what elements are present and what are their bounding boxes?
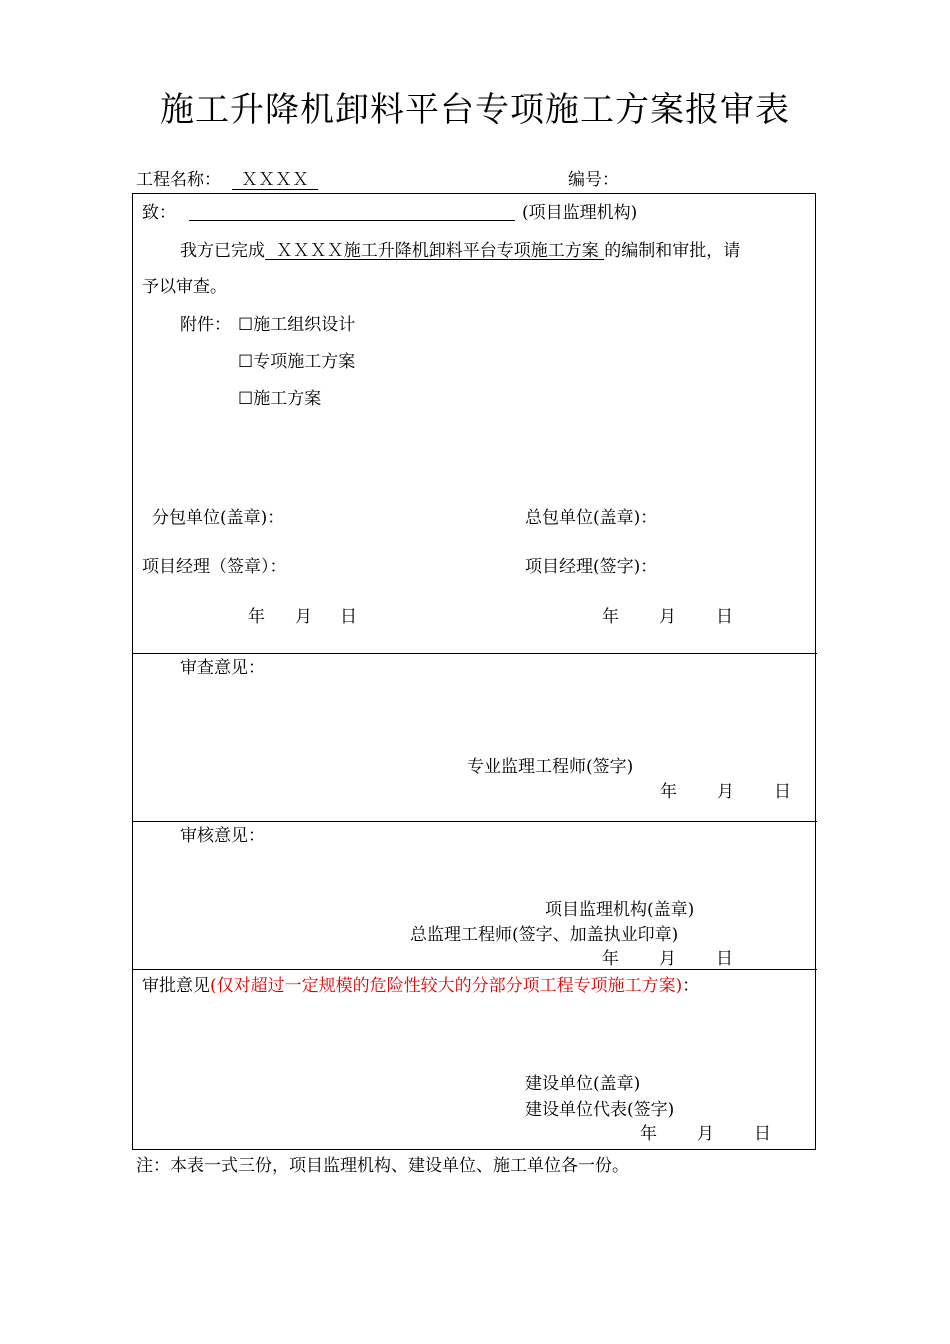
general-contractor-label: 总包单位(盖章)： [525,508,658,528]
divider-1 [132,653,817,654]
date-month: 月 [717,782,734,802]
attachment-construction-org-design[interactable] [238,314,355,336]
to-recipient-field[interactable] [189,220,515,221]
date-year: 年 [640,1124,657,1144]
date-day: 日 [716,949,733,969]
date-left [248,606,357,628]
project-name-label: 工程名称： [136,170,221,190]
supervising-engineer-signature: 专业监理工程师(签字) [467,757,634,777]
body-plan-name: ＸＸＸＸ施工升降机卸料平台专项施工方案 [275,241,599,261]
subcontractor-label: 分包单位(盖章)： [152,508,285,528]
project-name-underline [232,189,318,190]
date-section-4 [640,1123,771,1145]
attachment-construction-plan[interactable] [238,388,321,410]
owner-unit-seal: 建设单位(盖章) [525,1074,641,1094]
date-year: 年 [602,607,619,627]
date-year: 年 [602,949,619,969]
page-title: 施工升降机卸料平台专项施工方案报审表 [160,90,790,130]
divider-2 [132,821,817,822]
body-prefix: 我方已完成 [180,241,265,261]
owner-representative-signature: 建设单位代表(签字) [525,1100,675,1120]
project-manager-right-label: 项目经理(签字)： [525,557,658,577]
attachment-label-text: 施工方案 [253,389,322,409]
date-year: 年 [660,782,677,802]
checked-checkbox-icon[interactable]: ☐ [238,352,254,372]
supervision-org-seal: 项目监理机构(盖章) [545,900,695,920]
attachment-special-plan[interactable] [238,351,355,373]
approval-opinion-note: (仅对超过一定规模的危险性较大的分部分项工程专项施工方案) [210,976,683,996]
footnote: 注：本表一式三份，项目监理机构、建设单位、施工单位各一份。 [136,1156,629,1176]
date-section-2 [660,781,791,803]
checkbox-icon[interactable]: ☐ [238,389,254,409]
date-right [602,606,733,628]
chief-engineer-signature: 总监理工程师(签字、加盖执业印章) [410,925,679,945]
date-section-3 [602,948,733,970]
date-month: 月 [697,1124,714,1144]
to-label: 致： [142,203,176,223]
attachment-label-text: 专项施工方案 [253,352,356,372]
date-day: 日 [754,1124,771,1144]
body-line-2: 予以审查。 [142,277,227,297]
approval-opinion-row [142,975,699,997]
attachment-label: 附件： [180,315,231,335]
date-month: 月 [295,607,312,627]
date-day: 日 [340,607,357,627]
project-name-field[interactable] [232,169,318,191]
number-label: 编号： [568,170,619,190]
to-suffix: (项目监理机构) [522,203,638,223]
attachment-label-text: 施工组织设计 [253,315,356,335]
review-opinion-label: 审查意见： [180,658,265,678]
approval-opinion-colon: ： [682,976,700,996]
date-year: 年 [248,607,265,627]
date-day: 日 [716,607,733,627]
date-month: 月 [659,949,676,969]
body-line-1 [180,240,740,262]
date-day: 日 [774,782,791,802]
project-name-value: ＸＸＸＸ [241,170,309,190]
body-suffix: 的编制和审批，请 [604,241,741,261]
approval-opinion-label: 审批意见 [142,976,210,996]
audit-opinion-label: 审核意见： [180,826,265,846]
checkbox-icon[interactable]: ☐ [238,315,254,335]
project-manager-left-label: 项目经理（签章）： [142,557,287,577]
date-month: 月 [659,607,676,627]
